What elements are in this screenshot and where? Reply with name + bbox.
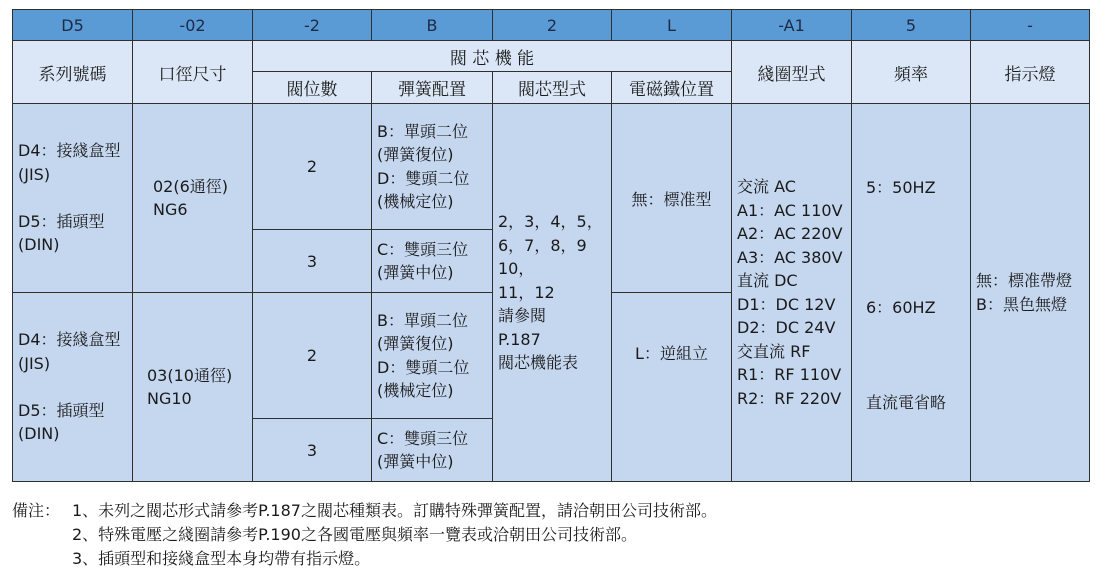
spring-text: C：雙頭三位 (彈簧中位) bbox=[377, 239, 469, 282]
code-cell: -A1 bbox=[732, 10, 852, 41]
header-coil-type: 綫圈型式 bbox=[732, 41, 852, 104]
header-solenoid-pos: 電磁鐵位置 bbox=[612, 72, 732, 104]
spring-cell bbox=[372, 230, 493, 293]
header-spring: 彈簧配置 bbox=[372, 72, 493, 104]
spring-cell bbox=[372, 293, 493, 419]
freq-dc: 直流電省略 bbox=[866, 393, 947, 412]
note-line bbox=[12, 547, 717, 571]
coil-text: 交流 AC A1：AC 110V A2：AC 220V A3：AC 380V 直流 DC D1：DC 12V D2：DC 24V 交直流 RF R1：RF 110V R2：RF 220V bbox=[737, 177, 843, 408]
code-cell: L bbox=[612, 10, 732, 41]
notes-prefix: 備注： bbox=[12, 501, 61, 520]
bore-text: 03(10通徑) NG10 bbox=[147, 365, 233, 408]
solenoid-cell: 無：標准型 bbox=[612, 104, 732, 293]
positions-cell: 3 bbox=[253, 230, 372, 293]
spring-cell bbox=[372, 104, 493, 230]
spring-text: C：雙頭三位 (彈簧中位) bbox=[377, 428, 469, 471]
header-bore: 口徑尺寸 bbox=[133, 41, 253, 104]
spool-cell bbox=[493, 104, 612, 482]
note-text: 3、插頭型和接綫盒型本身均帶有指示燈。 bbox=[72, 549, 371, 568]
bore-cell bbox=[133, 293, 253, 482]
series-text: D4：接綫盒型 (JIS) D5：插頭型 (DIN) bbox=[18, 330, 121, 444]
header-positions: 閥位數 bbox=[253, 72, 372, 104]
header-row-1 bbox=[13, 41, 1090, 72]
note-text: 1、未列之閥芯形式請參考P.187之閥芯種類表。訂購特殊彈簧配置，請洽朝田公司技術部。 bbox=[72, 501, 717, 520]
freq-60: 6：60HZ bbox=[866, 298, 936, 317]
header-series: 系列號碼 bbox=[13, 41, 133, 104]
positions-cell: 2 bbox=[253, 293, 372, 419]
code-cell: B bbox=[372, 10, 493, 41]
code-cell: 2 bbox=[493, 10, 612, 41]
note-line bbox=[12, 523, 717, 547]
freq-50: 5：50HZ bbox=[866, 178, 936, 197]
code-cell: - bbox=[971, 10, 1090, 41]
positions-cell: 3 bbox=[253, 419, 372, 482]
header-indicator: 指示燈 bbox=[971, 41, 1090, 104]
header-spool-type: 閥芯型式 bbox=[493, 72, 612, 104]
code-cell: -2 bbox=[253, 10, 372, 41]
indicator-cell bbox=[971, 104, 1090, 482]
positions-cell: 2 bbox=[253, 104, 372, 230]
header-valve-function: 閥 芯 機 能 bbox=[253, 41, 732, 72]
model-code-table bbox=[12, 9, 1090, 482]
spring-text: B：單頭二位 (彈簧復位) D：雙頭二位 (機械定位) bbox=[377, 310, 470, 400]
spring-text: B：單頭二位 (彈簧復位) D：雙頭二位 (機械定位) bbox=[377, 121, 470, 211]
solenoid-cell: L：逆組立 bbox=[612, 293, 732, 482]
notes bbox=[12, 499, 717, 571]
indicator-text: 無：標准帶燈 B：黑色無燈 bbox=[976, 271, 1073, 314]
code-cell: D5 bbox=[13, 10, 133, 41]
code-cell: -02 bbox=[133, 10, 253, 41]
code-row bbox=[13, 10, 1090, 41]
frequency-cell bbox=[852, 104, 971, 482]
series-text: D4：接綫盒型 (JIS) D5：插頭型 (DIN) bbox=[18, 141, 121, 255]
header-frequency: 頻率 bbox=[852, 41, 971, 104]
table-row bbox=[13, 104, 1090, 230]
code-cell: 5 bbox=[852, 10, 971, 41]
series-cell bbox=[13, 293, 133, 482]
spool-text: 2，3，4，5， 6，7，8，9 10， 11，12 請參閱 P.187 閥芯機能表 bbox=[498, 212, 603, 373]
bore-text: 02(6通徑) NG6 bbox=[153, 176, 229, 219]
coil-cell bbox=[732, 104, 852, 482]
note-line bbox=[12, 499, 717, 523]
series-cell bbox=[13, 104, 133, 293]
note-text: 2、特殊電壓之綫圈請參考P.190之各國電壓與頻率一覽表或洽朝田公司技術部。 bbox=[72, 525, 637, 544]
bore-cell bbox=[133, 104, 253, 293]
spring-cell bbox=[372, 419, 493, 482]
